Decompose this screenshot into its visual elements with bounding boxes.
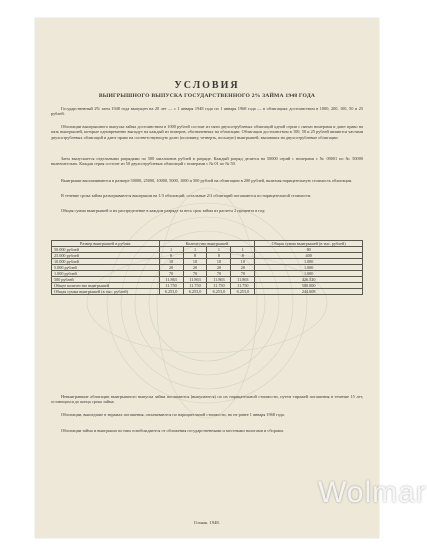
table-row: 5.000 рублей 20 20 20 20 1.000 <box>52 265 363 271</box>
table-header: Общая сумма выигрышей (в тыс. рублей) <box>255 241 363 247</box>
guilloche-background <box>75 183 339 423</box>
watermark: Wolmar <box>318 476 427 509</box>
printer-mark: Гознак. 1948. <box>194 520 220 525</box>
table-row: 10.000 рублей 10 10 10 10 1.000 <box>52 259 363 265</box>
table-row: 25.000 рублей 8 8 8 8 400 <box>52 253 363 259</box>
table-row: Общее количество выигрышей 11.750 11.750 11.750 11.750 500.000 <box>52 283 363 289</box>
page-title: УСЛОВИЯ <box>174 80 240 91</box>
table-header: Количество выигрышей <box>159 241 255 247</box>
paragraph: Заем выпускается отдельными разрядами по 500 миллионов рублей в разряде. Каждый разряд делится на 50000 серий с номерами с № 00001 по № 50000 включительно. Каждая серия состоит из 50 двухсотрублевых облигаций с номерами с № 01 по № 50. <box>51 156 363 167</box>
paragraph: Невыигравшие облигации выигрышного выпуска займа погашаются (выкупаются) по их нарицательной стоимости, путем тиражей погашения в течение 15 лет, остающихся до конца срока займа. <box>51 394 363 405</box>
table-row: 500 рублей 11.863 11.863 11.863 11.863 426.520 <box>52 277 363 283</box>
table-row: 1.000 рублей 70 70 70 70 1.000 <box>52 271 363 277</box>
prize-table <box>51 240 363 295</box>
page-subtitle: ВЫИГРЫШНОГО ВЫПУСКА ГОСУДАРСТВЕННОГО 2% ЗАЙМА 1948 ГОДА <box>98 93 316 99</box>
paragraph: Государственный 2% заем 1948 года выпущен на 20 лет — с 1 января 1948 года по 1 января 1968 года — в облигациях достоинством в 1000, 200, 100, 50 и 25 рублей. <box>51 106 363 117</box>
paragraph: В течение срока займа разыгрываются выигрыши на 1/3 облигаций; остальные 2/3 облигаций погашаются по нарицательной стоимости. <box>61 193 312 198</box>
table-row: Общая сумма выигрышей (в тыс. рублей) 6.253,0 6.253,0 6.253,0 6.253,0 244.608 <box>52 289 363 295</box>
paragraph: Выигрыши выплачиваются в размере 50000, 25000, 10000, 5000, 1000 и 500 рублей на облигацию в 200 рублей, включая нарицательную стоимость облигации. <box>61 178 353 183</box>
table-header: Размер выигрышей в рублях <box>52 241 160 247</box>
table-row: 50.000 рублей 1 1 1 1 80 <box>52 247 363 253</box>
paragraph: Общая сумма выигрышей и их распределение в каждом разряде за весь срок займа из расчета 2 процента в год: <box>61 208 266 213</box>
paragraph: Облигации выигрышного выпуска займа достоинством в 1000 рублей состоят из пяти двухсотрублевых облигаций одной серии с пятью номерами и дают право на пять выигрышей, которые одновременно выпадут на каждый из номеров, обозначенных на облигации. Облигации достоинством в 100, 50 и 25 рублей являются частями двухсотрублевых облигаций и дают право на соответствующую долю (половину, четверть, восьмую) выигрышей, выпавших на двухсотрублевые облигации. <box>51 124 363 140</box>
paragraph: Облигации займа и выигрыши по ним освобождаются от обложения государственными и местными налогами и сборами. <box>61 428 284 433</box>
paragraph: Облигации, вышедшие в тиражах погашения, оплачиваются по нарицательной стоимости, но не ранее 1 января 1968 года. <box>61 412 285 417</box>
bond-sheet <box>35 18 379 538</box>
